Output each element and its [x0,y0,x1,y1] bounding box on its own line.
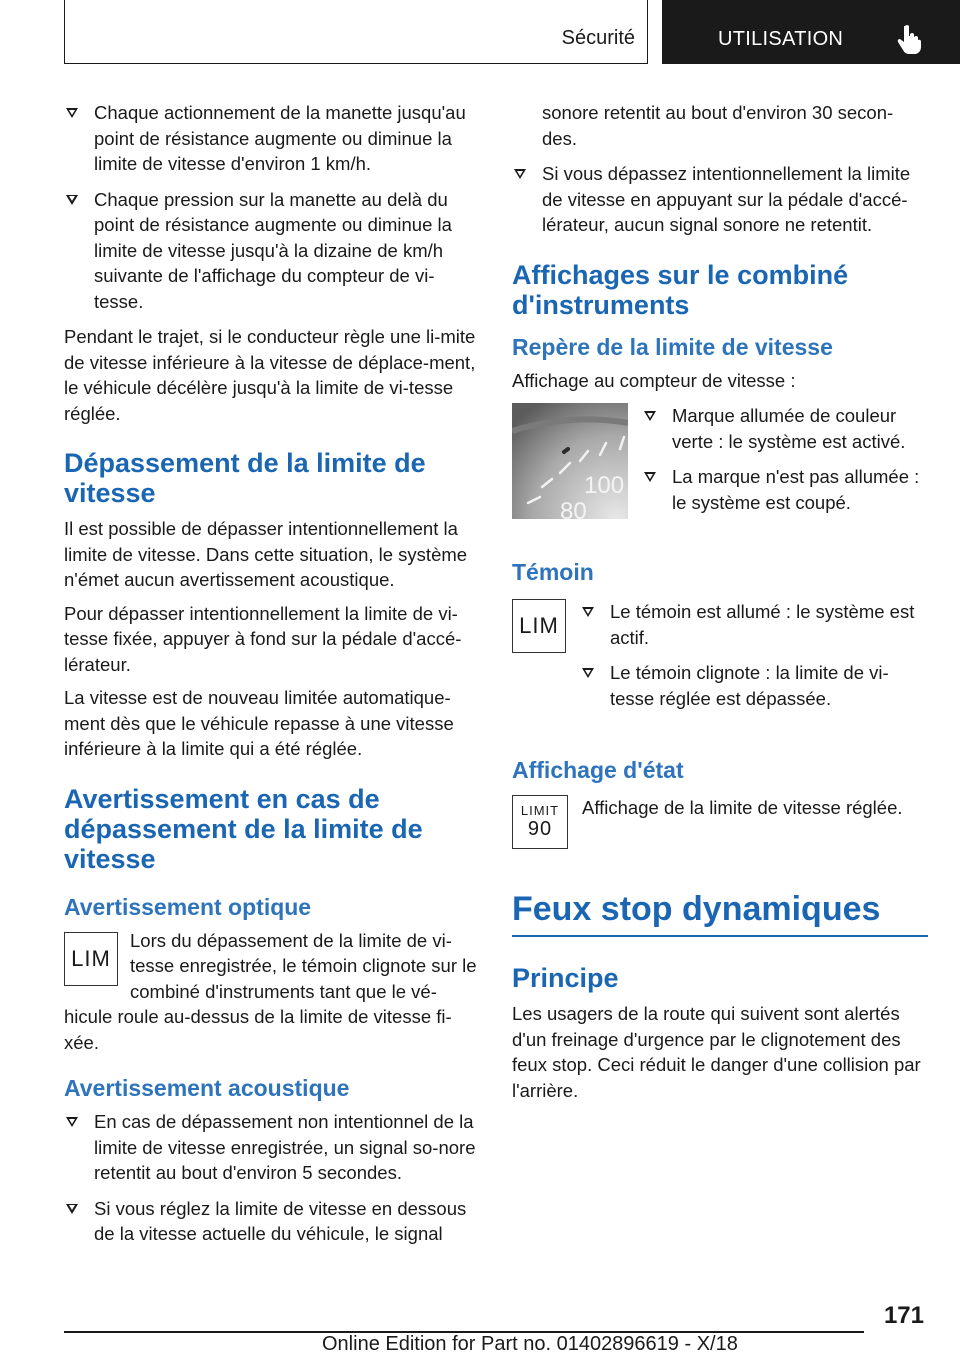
lim-indicator-icon: LIM [512,599,566,653]
list-item: Marque allumée de couleur verte : le système est activé. [642,403,928,454]
page-number: 171 [883,1302,924,1329]
list-item: En cas de dépassement non intentionnel de la limite de vitesse enregistrée, un signal so-nore retentit au bout d'environ 5 secondes. [64,1109,480,1186]
header-chapter-title: UTILISATION [718,28,844,50]
triangle-bullet-icon [644,472,656,482]
heading-optique: Avertissement optique [64,893,312,920]
heading-repere: Repère de la limite de vitesse [512,333,833,360]
paragraph: Affichage de la limite de vitesse réglée. [582,797,903,818]
list-item: Le témoin clignote : la limite de vi-tesse réglée est dépassée. [580,660,928,711]
repere-block [512,403,928,533]
triangle-bullet-icon [582,607,594,617]
bullet-list [64,100,480,314]
list-item: Si vous dépassez intentionnellement la limite de vitesse en appuyant sur la pédale d'accé-lérateur, aucun signal sonore ne retentit. [512,161,928,238]
bullet-list [64,1109,480,1247]
bullet-list [580,599,928,721]
triangle-bullet-icon [66,1117,78,1127]
triangle-bullet-icon [66,1204,78,1214]
header-chapter-tab [662,0,960,64]
triangle-bullet-icon [582,668,594,678]
heading-temoin: Témoin [512,559,594,585]
paragraph: Lors du dépassement de la limite de vi-tesse enregistrée, le témoin clignote sur le combiné d'instruments tant que le vé-hicule roule au-dessus de la limite de vitesse fi-xée. [64,929,477,1053]
heading-principe: Principe [512,963,619,993]
heading-avertissement: Avertissement en cas de dépassement de la limite de vitesse [64,783,423,874]
paragraph: Pour dépasser intentionnellement la limite de vi-tesse fixée, appuyer à fond sur la pédale d'accé-lérateur. [64,602,462,675]
gauge-label-100: 100 [584,472,625,499]
bullet-list [512,100,928,238]
temoin-block [512,599,928,729]
paragraph: La vitesse est de nouveau limitée automatique-ment dès que le véhicule repasse à une vitesse inférieure à la limite qui a été réglée. [64,687,454,759]
heading-etat: Affichage d'état [512,757,684,783]
heading-depassement: Dépassement de la limite de vitesse [64,448,426,508]
footer-edition: Online Edition for Part no. 01402896619 - X/18 [322,1333,738,1355]
right-column [512,100,928,1111]
header-section-tab [64,0,648,64]
triangle-bullet-icon [514,169,526,179]
etat-block [512,795,928,849]
paragraph: Affichage au compteur de vitesse : [512,369,796,391]
paragraph: Il est possible de dépasser intentionnellement la limite de vitesse. Dans cette situation, le système n'émet aucun avertissement acoustique. [64,518,468,590]
paragraph: Pendant le trajet, si le conducteur règle une li-mite de vitesse inférieure à la vitesse de déplace-ment, le véhicule décélère jusqu'à la limite de vi-tesse réglée. [64,326,476,424]
list-item: Le témoin est allumé : le système est actif. [580,599,928,650]
triangle-bullet-icon [644,411,656,421]
list-item: Si vous réglez la limite de vitesse en dessous de la vitesse actuelle du véhicule, le signal [64,1196,480,1247]
heading-acoustique: Avertissement acoustique [64,1075,350,1101]
limit-display-icon: LIMIT 90 [512,795,568,849]
lim-indicator-icon: LIM [64,932,118,986]
gauge-label-80: 80 [560,498,587,519]
list-item-continued: sonore retentit au bout d'environ 30 secon-des. [542,102,894,149]
triangle-bullet-icon [66,195,78,205]
list-item: Chaque actionnement de la manette jusqu'au point de résistance augmente ou diminue la limite de vitesse d'environ 1 km/h. [64,100,480,177]
heading-affichages: Affichages sur le combiné d'instruments [512,259,849,320]
speedometer-gauge-image [512,403,628,519]
paragraph: Les usagers de la route qui suivent sont alertés d'un freinage d'urgence par le clignotement des feux stop. Ceci réduit le danger d'une collision par l'arrière. [512,1003,921,1101]
bullet-list [642,403,928,525]
header-section-title: Sécurité [561,27,635,49]
hand-pointer-icon [896,24,922,54]
heading-feux-stop: Feux stop dynamiques [512,889,928,937]
left-column [64,100,480,1257]
list-item: Chaque pression sur la manette au delà du point de résistance augmente ou diminue la limite de vitesse jusqu'à la dizaine de km/h suivante de l'affichage du compteur de vi-tesse. [64,187,480,315]
list-item: La marque n'est pas allumée : le système est coupé. [642,464,928,515]
optique-block [64,928,480,1056]
triangle-bullet-icon [66,108,78,118]
